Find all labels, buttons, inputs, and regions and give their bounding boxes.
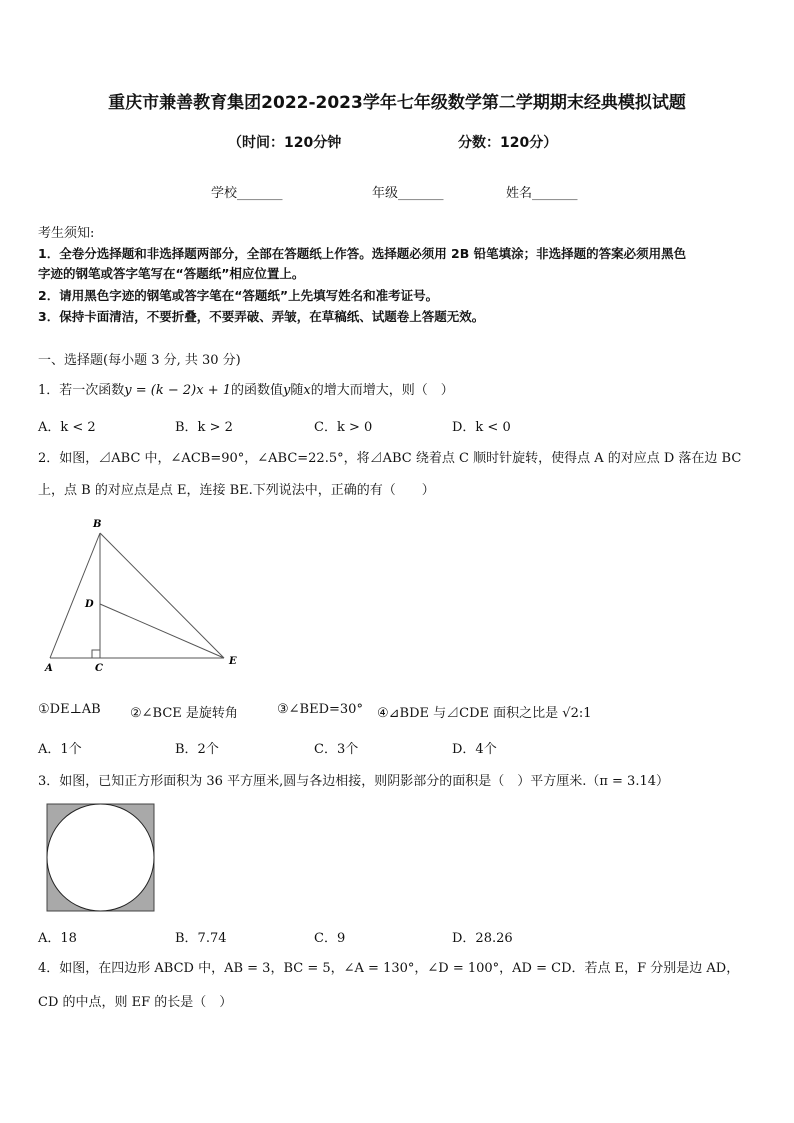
question-1 <box>38 379 454 398</box>
segment-ab <box>50 533 100 658</box>
q2-ratio-sqrt: √2 <box>562 706 579 721</box>
segment-de <box>100 604 224 658</box>
q1-option-c: C．k > 0 <box>314 420 373 435</box>
label-b: B <box>93 519 102 530</box>
label-c: C <box>95 663 103 674</box>
school-field: 学校_______ <box>211 186 283 201</box>
name-field: 姓名_______ <box>506 186 578 201</box>
q2-option-a: A．1个 <box>38 742 82 757</box>
question-4-line-2: CD 的中点，则 EF 的长是（ ） <box>38 995 233 1010</box>
grade-field: 年级_______ <box>372 186 444 201</box>
q1-formula: y = (k − 2)x + 1 <box>124 383 231 398</box>
q2-ratio-tail: :1 <box>578 706 592 721</box>
q2-option-b: B．2个 <box>175 742 219 757</box>
notice-item-2: 2．请用黑色字迹的钢笔或答字笔在“答题纸”上先填写姓名和准考证号。 <box>38 288 439 303</box>
right-angle-mark <box>92 650 100 658</box>
q1-option-b: B．k > 2 <box>175 420 233 435</box>
question-2-line-2: 上，点 B 的对应点是点 E，连接 BE.下列说法中，正确的有（ ） <box>38 483 435 498</box>
q2-statement-2: ②∠BCE 是旋转角 <box>130 706 238 721</box>
notice-item-1-line-1: 1．全卷分选择题和非选择题两部分，全部在答题纸上作答。选择题必须用 2B 铅笔填涂；非选择题的答案必须用黑色 <box>38 246 687 261</box>
q1-part-4: 的增大而增大，则（ ） <box>310 383 454 398</box>
q1-var-x: x <box>303 383 311 398</box>
label-e: E <box>229 656 237 667</box>
q2-triangle-figure <box>38 512 248 677</box>
inscribed-circle <box>47 804 154 911</box>
q2-statement-3: ③∠BED=30° <box>277 702 363 717</box>
q3-option-a: A．18 <box>38 931 77 946</box>
notice-item-1-line-2: 字迹的钢笔或答字笔写在“答题纸”相应位置上。 <box>38 266 305 281</box>
q1-var-y: y <box>283 383 291 398</box>
q1-part-2: 的函数值 <box>231 383 284 398</box>
question-4-line-1: 4．如图，在四边形 ABCD 中，AB = 3，BC = 5，∠A = 130°，∠D = 100°，AD = CD．若点 E，F 分别是边 AD， <box>38 961 740 976</box>
q2-statement-1: ①DE⊥AB <box>38 702 101 717</box>
q2-statement-4-text: ④⊿BDE 与⊿CDE 面积之比是 <box>377 706 559 721</box>
q3-option-c: C．9 <box>314 931 346 946</box>
q2-option-c: C．3个 <box>314 742 359 757</box>
exam-time: （时间：120分钟 <box>228 135 342 151</box>
label-d: D <box>85 599 94 610</box>
question-2-line-1: 2．如图，⊿ABC 中，∠ACB=90°，∠ABC=22.5°，将⊿ABC 绕着点 C 顺时针旋转，使得点 A 的对应点 D 落在边 BC <box>38 451 742 466</box>
q2-statement-4 <box>377 702 592 721</box>
question-3: 3．如图，已知正方形面积为 36 平方厘米,圆与各边相接，则阴影部分的面积是（ ）平方厘米.（π = 3.14） <box>38 774 669 789</box>
page-title: 重庆市兼善教育集团2022-2023学年七年级数学第二学期期末经典模拟试题 <box>108 93 686 113</box>
label-a: A <box>45 663 53 674</box>
q1-part-3: 随 <box>290 383 304 398</box>
q3-option-b: B．7.74 <box>175 931 227 946</box>
q3-option-d: D．28.26 <box>452 931 513 946</box>
notice-heading: 考生须知: <box>38 226 95 241</box>
q1-part-1: 1．若一次函数 <box>38 383 125 398</box>
section-heading: 一、选择题(每小题 3 分, 共 30 分) <box>38 353 241 368</box>
q3-square-circle-figure <box>46 803 156 913</box>
q2-option-d: D．4个 <box>452 742 497 757</box>
segment-be <box>100 533 224 658</box>
notice-item-3: 3．保持卡面清洁，不要折叠，不要弄破、弄皱，在草稿纸、试题卷上答题无效。 <box>38 309 485 324</box>
exam-score: 分数：120分） <box>458 135 558 151</box>
q1-option-d: D．k < 0 <box>452 420 511 435</box>
q1-option-a: A．k < 2 <box>38 420 96 435</box>
